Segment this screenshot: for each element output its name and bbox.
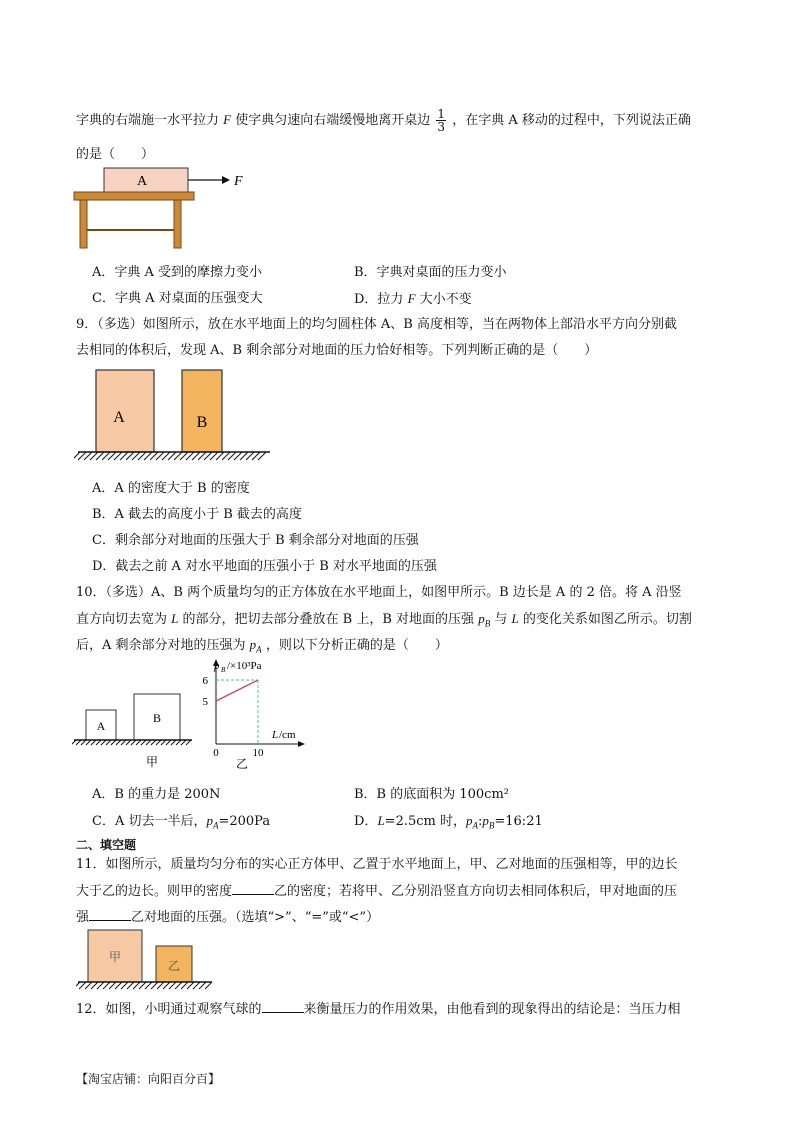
q8-option-d[interactable]: D．拉力 F 大小不变 — [354, 291, 472, 307]
ground-hatch-stroke — [169, 982, 176, 989]
ground-hatch-stroke — [103, 982, 110, 989]
pressure-line — [216, 680, 258, 701]
q11-line2: 大于乙的边长。则甲的密度 乙的密度；若将甲、乙分别沿竖直方向切去相同体积后，甲对地面的压 — [76, 884, 678, 899]
y-axis-unit: /×10³Pa — [227, 660, 262, 672]
q11-line3: 强 乙对地面的压强。（选填“>”、“=”或“<”） — [76, 910, 380, 925]
ground-hatch-stroke — [97, 982, 104, 989]
ground-hatch-stroke — [76, 740, 81, 745]
ground-hatch-stroke — [186, 740, 191, 745]
ground-hatch-stroke — [116, 740, 121, 745]
q11-line1: 11．如图所示，质量均匀分布的实心正方体甲、乙置于水平地面上，甲、乙对地面的压强相等，甲的边长 — [76, 857, 678, 872]
ground-hatch — [76, 982, 212, 989]
y-axis-label-sub: B — [221, 666, 226, 674]
ground-hatch-stroke — [121, 982, 128, 989]
ground-hatch-stroke — [146, 740, 151, 745]
q8-line1: 字典的右端施一水平拉力 F 使字典匀速向右端缓慢地离开桌边 $\frac{1}{3}$ ，在字典 A 移动的过程中，下列说法正确 — [76, 107, 691, 134]
tick-10: 10 — [252, 747, 264, 759]
ground-hatch-stroke — [205, 982, 212, 989]
q11-blank-1[interactable] — [232, 882, 274, 895]
ground-hatch-stroke — [126, 740, 131, 745]
ground-hatch-stroke — [187, 982, 194, 989]
ground-hatch-stroke — [136, 740, 141, 745]
ground-hatch-stroke — [151, 982, 158, 989]
q10-line2: 直方向切去宽为 L 的部分，把切去部分叠放在 B 上，B 对地面的压强 $p_B$ 与 L 的变化关系如图乙所示。切割 — [76, 611, 692, 629]
figure-caption-jia: 甲 — [145, 755, 159, 768]
ground-hatch — [74, 452, 270, 460]
ground-hatch-stroke — [101, 740, 106, 745]
ground-hatch-stroke — [166, 740, 171, 745]
section-heading-fill-in: 二、填空题 — [76, 838, 137, 852]
cylinder-a-label: A — [113, 409, 125, 426]
ground-hatch-stroke — [139, 982, 146, 989]
ground-hatch-stroke — [133, 982, 140, 989]
ground-hatch-stroke — [127, 982, 134, 989]
ground-hatch-stroke — [193, 982, 200, 989]
tick-5: 5 — [202, 696, 208, 708]
ground-hatch-stroke — [145, 982, 152, 989]
tick-0: 0 — [213, 747, 219, 759]
q9-option-b[interactable]: B．A 截去的高度小于 B 截去的高度 — [92, 507, 302, 522]
ground-hatch-stroke — [157, 982, 164, 989]
ground-hatch-stroke — [176, 740, 181, 745]
ground-hatch-stroke — [121, 740, 126, 745]
q10-option-c[interactable]: C．A 切去一半后，$p_A=200Pa$ — [92, 813, 271, 831]
tick-6: 6 — [202, 675, 208, 687]
q10-option-a[interactable]: A．B 的重力是 200N — [92, 787, 221, 802]
cylinder-a — [96, 370, 154, 452]
q10-option-d[interactable]: D．L=2.5cm 时，$p_A:p_B=16:21$ — [354, 813, 543, 831]
footer-shop-note: 【淘宝店铺：向阳百分百】 — [76, 1072, 221, 1086]
ground-hatch-stroke — [81, 740, 86, 745]
q8-force-symbol: F — [223, 112, 232, 127]
q11-blank-2[interactable] — [89, 908, 131, 921]
q12-blank-1[interactable] — [262, 1000, 304, 1013]
cube-yi-label: 乙 — [167, 959, 181, 973]
ground-hatch-stroke — [111, 740, 116, 745]
x-axis-arrow — [298, 741, 305, 747]
ground-hatch-stroke — [151, 740, 156, 745]
q8-figure-table — [70, 164, 260, 254]
ground-hatch-stroke — [156, 740, 161, 745]
q10-figure-yi-graph — [196, 656, 316, 770]
ground-hatch-stroke — [72, 740, 76, 745]
ground-hatch-stroke — [85, 982, 92, 989]
ground-hatch-stroke — [79, 982, 86, 989]
table-leg-left — [80, 200, 87, 248]
y-axis-label: p — [214, 660, 220, 672]
q9-option-c[interactable]: C．剩余部分对地面的压强大于 B 剩余部分对地面的压强 — [92, 533, 419, 548]
cube-b-label: B — [152, 711, 162, 725]
ground-hatch-stroke — [115, 982, 122, 989]
ground-hatch-stroke — [163, 982, 170, 989]
cylinder-b — [182, 370, 222, 452]
x-axis-label: L — [272, 729, 279, 741]
ground-hatch-stroke — [86, 740, 91, 745]
ground-hatch-stroke — [106, 740, 111, 745]
ground-hatch-stroke — [91, 740, 96, 745]
cube-jia-label: 甲 — [108, 950, 122, 964]
table-top — [74, 192, 194, 200]
q10-option-b[interactable]: B．B 的底面积为 100cm² — [354, 787, 510, 802]
cylinder-b-label: B — [196, 414, 208, 431]
ground-hatch-stroke — [141, 740, 146, 745]
table-leg-right — [174, 200, 181, 248]
ground-hatch-stroke — [199, 982, 206, 989]
q9-line2: 去相同的体积后，发现 A、B 剩余部分对地面的压力恰好相等。下列判断正确的是（ ） — [76, 343, 598, 358]
q10-figure-jia — [72, 688, 202, 768]
ground-hatch-stroke — [181, 740, 186, 745]
q10-line3: 后，A 剩余部分对地的压强为 $p_A$ ，则以下分析正确的是（ ） — [76, 637, 448, 655]
ground-hatch-stroke — [181, 982, 188, 989]
figure-caption-yi: 乙 — [235, 757, 249, 770]
ground-hatch-stroke — [171, 740, 176, 745]
ground-hatch-stroke — [91, 982, 98, 989]
q11-figure — [76, 926, 216, 990]
q8-option-b[interactable]: B．字典对桌面的压力变小 — [354, 265, 507, 280]
force-label: F — [234, 174, 243, 189]
force-arrow-head — [222, 176, 230, 184]
ground-hatch-stroke — [161, 740, 166, 745]
q10-line1: 10．（多选）A、B 两个质量均匀的正方体放在水平地面上，如图甲所示。B 边长是 A 的 2 倍。将 A 沿竖 — [76, 585, 682, 600]
x-axis-unit: /cm — [279, 729, 296, 741]
ground-hatch-stroke — [175, 982, 182, 989]
book-a-label: A — [136, 174, 148, 189]
q9-line1: 9．（多选）如图所示，放在水平地面上的均匀圆柱体 A、B 高度相等，当在两物体上部沿水平方向分别截 — [76, 317, 677, 332]
ground-hatch-stroke — [109, 982, 116, 989]
q9-figure — [74, 366, 274, 466]
q8-fraction: $\frac{1}{3}$ — [437, 107, 446, 134]
ground-hatch-stroke — [131, 740, 136, 745]
ground-hatch-stroke — [96, 740, 101, 745]
cube-a-label: A — [96, 719, 106, 733]
q9-option-d[interactable]: D．截去之前 A 对水平地面的压强小于 B 对水平地面的压强 — [92, 559, 437, 574]
q8-option-c[interactable]: C．字典 A 对桌面的压强变大 — [92, 291, 263, 306]
q8-option-a[interactable]: A．字典 A 受到的摩擦力变小 — [92, 265, 263, 280]
ground-hatch — [72, 740, 192, 745]
q12-line1: 12．如图，小明通过观察气球的 来衡量压力的作用效果，由他看到的现象得出的结论是：当压力相 — [76, 1002, 681, 1017]
q8-line2: 的是（ ） — [76, 147, 155, 162]
q9-option-a[interactable]: A．A 的密度大于 B 的密度 — [92, 481, 250, 496]
